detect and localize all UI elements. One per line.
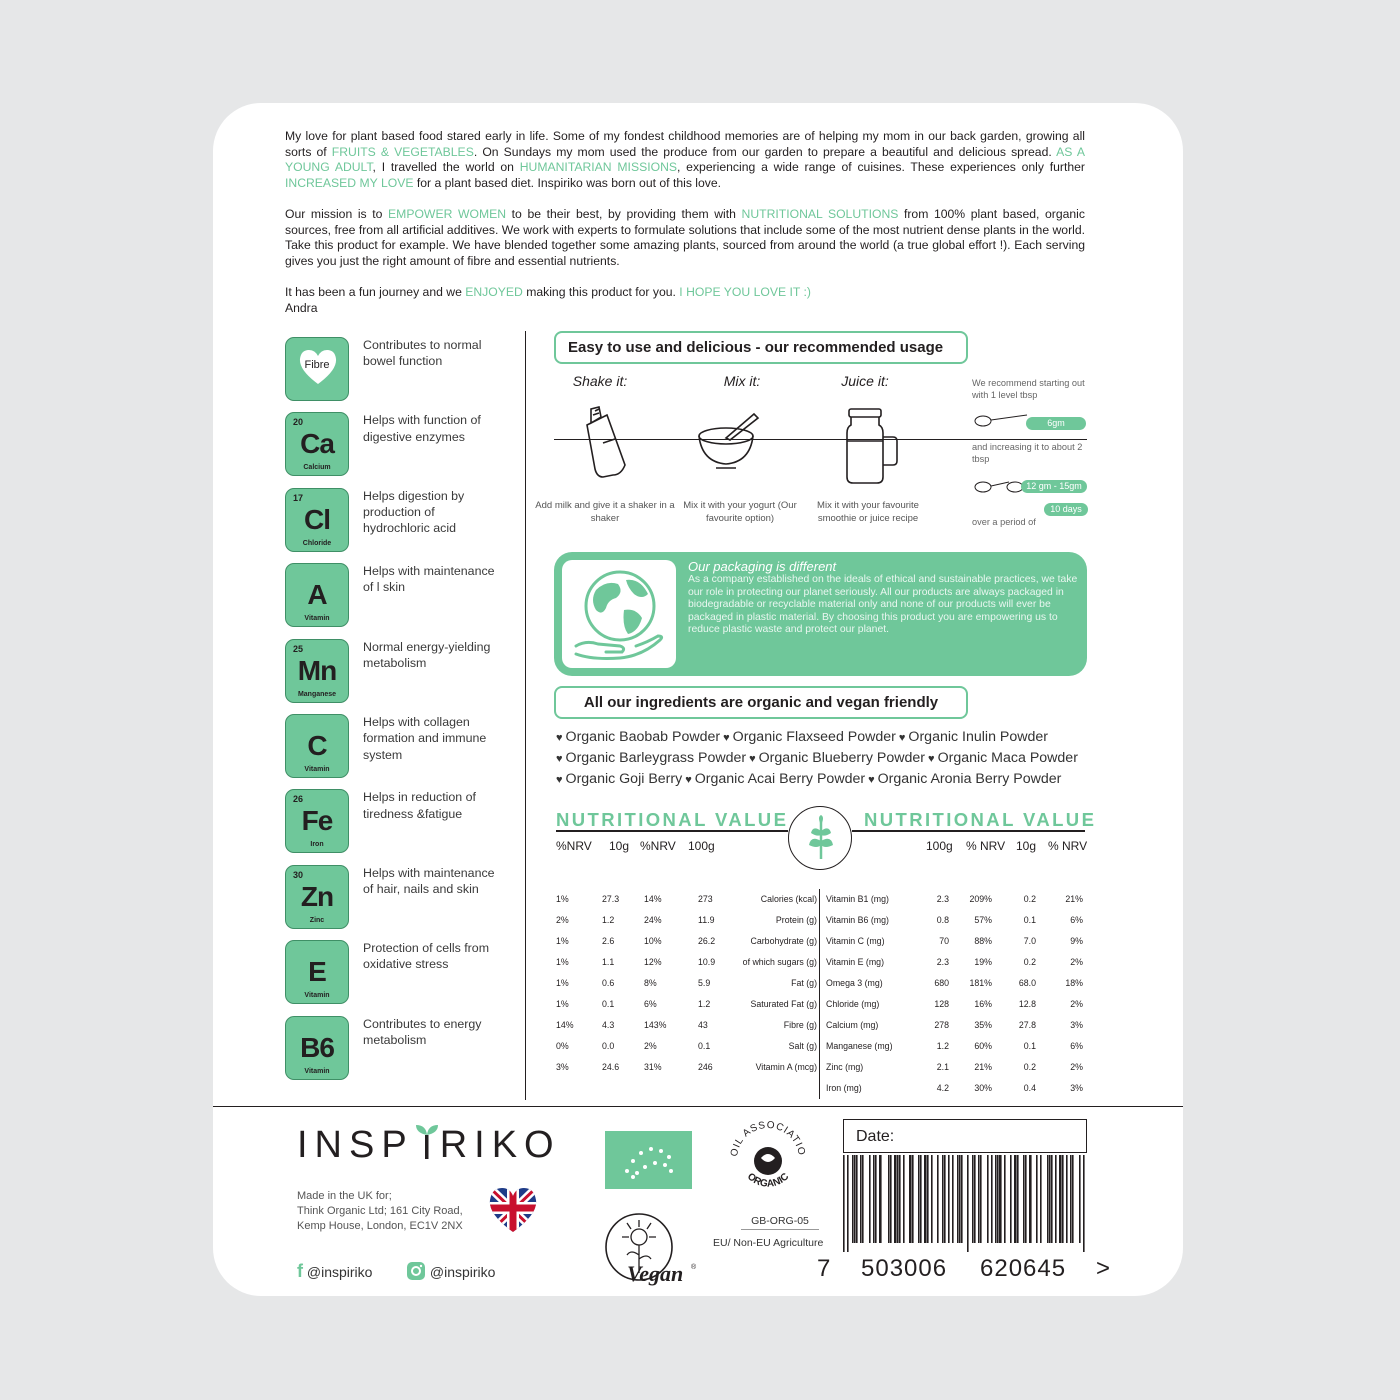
story-text: to be their best, by providing them with xyxy=(506,206,742,221)
nutrition-cell: 209% xyxy=(969,894,992,904)
cert-code: GB-ORG-05 xyxy=(741,1215,819,1230)
nutrient-name: Saturated Fat (g) xyxy=(750,999,817,1009)
mix-caption: Mix it with your yogurt (Our favourite option) xyxy=(683,500,797,524)
nutrition-cell: 10% xyxy=(644,936,662,946)
mix-title: Mix it: xyxy=(723,373,761,389)
nutrition-cell: 1.2 xyxy=(936,1041,949,1051)
ingredient-item: Organic Flaxseed Powder xyxy=(732,729,896,745)
element-symbol: Cl xyxy=(304,503,330,535)
atomic-number: 17 xyxy=(293,492,304,503)
nutrition-cell: 12.8 xyxy=(1018,999,1036,1009)
nutrient-name: Calories (kcal) xyxy=(760,894,817,904)
tablespoon-icon xyxy=(973,411,1029,429)
element-symbol: Ca xyxy=(300,428,334,460)
address-line: Made in the UK for; xyxy=(297,1190,392,1202)
story-text: Our mission is to xyxy=(285,206,389,221)
nutrition-cell: 70 xyxy=(939,936,949,946)
ingredient-line xyxy=(556,748,1096,770)
ingredient-item: Organic Maca Powder xyxy=(937,750,1078,766)
vegan-logo xyxy=(605,1209,709,1295)
highlight: FRUITS & VEGETABLES xyxy=(331,144,474,159)
nutrition-cell: 0% xyxy=(556,1041,569,1051)
story-text: It has been a fun journey and we xyxy=(285,284,466,299)
element-name: Vitamin xyxy=(304,992,330,1000)
nutrition-column-header: 10g xyxy=(1016,839,1037,853)
barcode-left-digits: 503006 xyxy=(861,1255,948,1282)
nutrition-cell: 1% xyxy=(556,999,569,1009)
nutrition-cell: 246 xyxy=(698,1062,713,1072)
nutrition-cell: 9% xyxy=(1070,936,1083,946)
benefit-item xyxy=(285,337,525,402)
nutrition-cell: 2% xyxy=(1070,999,1083,1009)
highlight: AS A YOUNG ADULT xyxy=(285,144,1085,175)
nutrition-row xyxy=(213,1057,1093,1078)
nutrition-rule-right xyxy=(852,830,1085,832)
story-closing xyxy=(285,285,811,299)
ingredient-item: Organic Barleygrass Powder xyxy=(565,750,747,766)
heart-bullet-icon: ♥ xyxy=(868,774,875,786)
nutrient-name: Calcium (mg) xyxy=(826,1020,879,1030)
packaging-panel xyxy=(554,552,1087,676)
nutrition-cell: 1% xyxy=(556,978,569,988)
soil-association-text: OIL ASSOCIATIO xyxy=(728,1119,807,1158)
nutrition-cell: 0.8 xyxy=(936,915,949,925)
story-text: from 100% plant based, organic sources, free from all artificial additives. We work with experts to formulate solutions that include some of the most nutrient dense plants in the world. Take this product for example. We have blended together some amazing plants, sourced from around the world (a true global effort !). Each serving gives you just the right amount of fibre and essential nutrients. xyxy=(285,206,1085,268)
ingredient-item: Organic Aronia Berry Powder xyxy=(877,771,1062,787)
nutrition-cell: 0.0 xyxy=(602,1041,615,1051)
nutrition-cell: 1.2 xyxy=(602,915,615,925)
nutrition-cell: 57% xyxy=(974,915,992,925)
highlight: EMPOWER WOMEN xyxy=(388,206,507,221)
fibre-badge xyxy=(285,337,349,401)
element-name: Vitamin xyxy=(304,1067,330,1075)
nutrition-cell: 88% xyxy=(974,936,992,946)
nutrition-cell: 181% xyxy=(969,978,992,988)
nutrient-name: Vitamin B1 (mg) xyxy=(826,894,889,904)
address-line: Think Organic Ltd; 161 City Road, xyxy=(297,1205,463,1217)
element-badge xyxy=(285,488,349,552)
element-badge xyxy=(285,412,349,476)
nutrition-cell: 3% xyxy=(1070,1083,1083,1093)
uk-flag-heart-icon xyxy=(488,1186,538,1234)
nutrition-cell: 128 xyxy=(934,999,949,1009)
heart-bullet-icon: ♥ xyxy=(928,753,935,765)
nutrition-cell: 21% xyxy=(1065,894,1083,904)
nutrition-column-divider xyxy=(819,889,820,1099)
shaker-icon xyxy=(573,403,633,481)
nutrition-cell: 2.3 xyxy=(936,894,949,904)
address xyxy=(297,1189,463,1234)
benefit-text: Helps with collagen formation and immune system xyxy=(363,715,487,762)
highlight: ENJOYED xyxy=(465,284,523,299)
barcode xyxy=(841,1155,1089,1252)
jar-icon xyxy=(843,405,899,485)
ingredients-title: All our ingredients are organic and vegan friendly xyxy=(554,686,968,719)
nutrition-cell: 2% xyxy=(644,1041,657,1051)
heart-bullet-icon: ♥ xyxy=(685,774,692,786)
nutrition-cell: 143% xyxy=(644,1020,667,1030)
element-name: Calcium xyxy=(303,464,331,472)
nutrition-cell: 14% xyxy=(644,894,662,904)
juice-caption: Mix it with your favourite smoothie or juice recipe xyxy=(817,500,919,524)
nutrition-cell: 2% xyxy=(1070,957,1083,967)
heart-bullet-icon: ♥ xyxy=(723,732,730,744)
shake-caption: Add milk and give it a shaker in a shaker xyxy=(535,500,675,524)
nutrition-cell: 0.4 xyxy=(1023,1083,1036,1093)
nutrition-cell: 18% xyxy=(1065,978,1083,988)
nutrition-column-header: 10g xyxy=(609,839,630,853)
nutrition-column-header: % NRV xyxy=(966,839,1006,853)
nutrition-cell: 12% xyxy=(644,957,662,967)
nutrition-cell: 19% xyxy=(974,957,992,967)
nutrition-cell: 26.2 xyxy=(698,936,716,946)
usage-title: Easy to use and delicious - our recommended usage xyxy=(554,331,968,364)
benefit-text: Helps digestion by production of hydrochloric acid xyxy=(363,488,465,536)
nutrition-cell: 24% xyxy=(644,915,662,925)
element-symbol: Zn xyxy=(300,880,334,912)
highlight: I HOPE YOU LOVE IT :) xyxy=(679,284,811,299)
heart-bullet-icon: ♥ xyxy=(898,732,906,744)
bowl-icon xyxy=(696,408,762,472)
nutrition-title-right: NUTRITIONAL VALUE xyxy=(864,809,1097,830)
story-text: My love for plant based food stared early in life. Some of my fondest childhood memories are of helping my mom in our back garden, growing all sorts of xyxy=(285,129,1085,159)
nutrition-cell: 5.9 xyxy=(698,978,711,988)
nutrition-row xyxy=(213,1036,1093,1057)
nutrition-cell: 60% xyxy=(974,1041,992,1051)
nutrition-cell: 68.0 xyxy=(1018,978,1036,988)
usage-divider xyxy=(554,439,1087,440)
nutrition-cell: 0.2 xyxy=(1023,1062,1036,1072)
benefit-item xyxy=(285,714,525,779)
ingredient-item: Organic Blueberry Powder xyxy=(758,750,926,766)
nutrition-column-header: 100g xyxy=(926,839,953,853)
recommend-start: We recommend starting out with 1 level tbsp xyxy=(972,378,1085,401)
nutrient-name: Vitamin C (mg) xyxy=(826,936,885,946)
nutrition-cell: 6% xyxy=(644,999,657,1009)
nutrition-row xyxy=(213,889,1093,910)
nutrient-name: Salt (g) xyxy=(788,1041,817,1051)
benefit-text: Contributes to normal bowel function xyxy=(363,338,482,369)
nutrition-cell: 31% xyxy=(644,1062,662,1072)
nutrition-cell: 0.6 xyxy=(602,978,615,988)
founder-story xyxy=(285,129,1085,316)
vegan-text: Vegan xyxy=(627,1261,684,1286)
benefit-text: Helps with maintenance of l skin xyxy=(363,564,495,595)
barcode-arrow: > xyxy=(1096,1255,1112,1282)
nutrient-name: Vitamin A (mcg) xyxy=(755,1062,817,1072)
cert-origin: EU/ Non-EU Agriculture xyxy=(713,1237,824,1249)
instagram-link[interactable] xyxy=(406,1261,495,1281)
nutrient-name: Zinc (mg) xyxy=(826,1062,864,1072)
nutrition-cell: 21% xyxy=(974,1062,992,1072)
start-amount-pill: 6gm xyxy=(1026,417,1086,430)
nutrition-cell: 2.1 xyxy=(936,1062,949,1072)
nutrition-row xyxy=(213,994,1093,1015)
leaf-icon xyxy=(788,806,852,870)
nutrition-row xyxy=(213,973,1093,994)
juice-title: Juice it: xyxy=(841,373,889,389)
element-badge xyxy=(285,789,349,853)
facebook-icon: f xyxy=(297,1261,303,1281)
svg-text:®: ® xyxy=(691,1264,697,1271)
element-name: Vitamin xyxy=(304,766,330,773)
facebook-link[interactable] xyxy=(297,1261,372,1282)
nutrient-name: Chloride (mg) xyxy=(826,999,880,1009)
nutrition-cell: 0.1 xyxy=(1023,1041,1036,1051)
nutrition-column-header: % NRV xyxy=(1048,839,1088,853)
nutrition-cell: 7.0 xyxy=(1023,936,1036,946)
element-badge xyxy=(285,639,349,703)
nutrition-cell: 1% xyxy=(556,936,569,946)
nutrition-cell: 4.3 xyxy=(602,1020,615,1030)
nutrient-name: Carbohydrate (g) xyxy=(750,936,817,946)
footer-divider xyxy=(213,1106,1183,1107)
fibre-label: Fibre xyxy=(304,359,330,371)
nutrition-cell: 0.1 xyxy=(698,1041,711,1051)
heart-bullet-icon: ♥ xyxy=(556,774,563,786)
sprout-i-icon xyxy=(414,1123,440,1159)
nutrition-cell: 43 xyxy=(698,1020,708,1030)
instagram-handle: @inspiriko xyxy=(429,1264,496,1280)
nutrient-name: Omega 3 (mg) xyxy=(826,978,883,988)
story-text: making this product for you. xyxy=(522,284,680,299)
atomic-number: 26 xyxy=(293,794,304,805)
element-name: Chloride xyxy=(302,539,332,547)
nutrition-cell: 11.9 xyxy=(698,915,715,925)
brand-suffix: RIKO xyxy=(439,1124,561,1166)
story-paragraph-1 xyxy=(285,129,1085,191)
benefit-item xyxy=(285,412,525,477)
nutrition-cell: 278 xyxy=(934,1020,949,1030)
highlight: INCREASED MY LOVE xyxy=(285,175,414,190)
benefit-text: Contributes to energy metabolism xyxy=(363,1016,482,1047)
recommend-increase: and increasing it to about 2 tbsp xyxy=(972,442,1083,465)
increase-amount-pill: 12 gm - 15gm xyxy=(1021,480,1087,493)
element-symbol: A xyxy=(307,579,327,611)
story-text: , I travelled the world on xyxy=(372,160,520,175)
nutrient-name: Fibre (g) xyxy=(783,1020,817,1030)
ingredient-item: Organic Baobab Powder xyxy=(565,729,721,745)
story-paragraph-2 xyxy=(285,207,1085,269)
instagram-icon xyxy=(406,1261,426,1281)
highlight: HUMANITARIAN MISSIONS xyxy=(519,160,677,175)
period-label: over a period of xyxy=(972,517,1036,527)
brand-logo xyxy=(297,1123,561,1167)
nutrition-cell: 2% xyxy=(556,915,569,925)
signature: Andra xyxy=(285,300,318,315)
nutrient-name: Manganese (mg) xyxy=(826,1041,893,1051)
facebook-handle: @inspiriko xyxy=(306,1264,373,1280)
nutrition-cell: 0.1 xyxy=(602,999,615,1009)
nutrition-cell: 16% xyxy=(974,999,992,1009)
nutrition-cell: 1.1 xyxy=(602,957,615,967)
ingredient-line xyxy=(556,727,1096,749)
nutrition-cell: 2% xyxy=(1070,1062,1083,1072)
nutrition-cell: 3% xyxy=(1070,1020,1083,1030)
heart-bullet-icon: ♥ xyxy=(749,753,756,765)
brand-prefix: INSP xyxy=(297,1124,414,1166)
benefit-item xyxy=(285,789,525,854)
element-symbol: C xyxy=(307,730,327,761)
benefit-item xyxy=(285,563,525,628)
element-badge xyxy=(285,714,349,778)
heart-bullet-icon: ♥ xyxy=(556,732,563,744)
nutrition-rule-left xyxy=(556,830,788,832)
benefit-text: Helps with function of digestive enzymes xyxy=(363,413,481,444)
nutrition-row xyxy=(213,931,1093,952)
story-paragraph-3 xyxy=(285,285,1085,316)
nutrition-cell: 10.9 xyxy=(698,957,716,967)
element-name: Manganese xyxy=(297,690,337,698)
nutrition-cell: 4.2 xyxy=(936,1083,949,1093)
story-text: for a plant based diet. Inspiriko was born out of this love. xyxy=(413,175,722,190)
highlight: NUTRITIONAL SOLUTIONS xyxy=(741,206,899,221)
barcode-right-digits: 620645 xyxy=(980,1255,1067,1282)
atomic-number: 25 xyxy=(293,643,304,654)
nutrient-name: Vitamin E (mg) xyxy=(826,957,885,967)
nutrient-name: Protein (g) xyxy=(775,915,817,925)
packaging-title: Our packaging is different xyxy=(688,559,837,574)
story-text: , experiencing a wide range of cuisines. These experiences only further xyxy=(677,160,1085,175)
nutrient-name: Vitamin B6 (mg) xyxy=(826,915,889,925)
product-label xyxy=(213,103,1183,1296)
date-label: Date: xyxy=(856,1128,895,1145)
element-name: Iron xyxy=(310,841,324,849)
nutrition-cell: 0.2 xyxy=(1023,894,1036,904)
element-name: Zinc xyxy=(309,916,325,924)
nutrition-cell: 273 xyxy=(698,894,713,904)
nutrition-cell: 2.6 xyxy=(602,936,615,946)
nutrition-cell: 0.1 xyxy=(1023,915,1036,925)
nutrition-row xyxy=(213,1078,1093,1099)
nutrition-cell: 27.3 xyxy=(602,894,620,904)
nutrition-cell: 1% xyxy=(556,957,569,967)
benefit-text: Normal energy-yielding metabolism xyxy=(363,639,491,670)
organic-text: ORGANIC xyxy=(744,1171,792,1190)
nutrition-cell: 24.6 xyxy=(602,1062,620,1072)
shake-title: Shake it: xyxy=(572,373,628,389)
nutrition-cell: 1% xyxy=(556,894,569,904)
ingredient-item: Organic Inulin Powder xyxy=(908,729,1049,745)
heart-bullet-icon: ♥ xyxy=(556,753,563,765)
barcode-first-digit: 7 xyxy=(817,1255,832,1282)
nutrition-cell: 8% xyxy=(644,978,657,988)
address-line: Kemp House, London, EC1V 2NX xyxy=(297,1220,463,1232)
element-badge xyxy=(285,563,349,627)
nutrition-cell: 35% xyxy=(974,1020,992,1030)
ingredient-item: Organic Acai Berry Powder xyxy=(694,771,866,787)
nutrition-cell: 6% xyxy=(1070,1041,1083,1051)
packaging-text: As a company established on the ideals of ethical and sustainable practices, we take our role in protecting our planet seriously. All our products are always packaged in biodegradable or recyclable material only and none of our products will ever be packaged in plastic material. By choosing this product you are empowering us to reduce plastic waste and protect our planet. xyxy=(688,574,1078,636)
atomic-number: 20 xyxy=(293,417,304,428)
eu-organic-logo xyxy=(605,1131,692,1189)
benefit-text: Helps in reduction of tiredness &fatigue xyxy=(363,790,476,821)
nutrient-name: Fat (g) xyxy=(791,978,817,988)
nutrition-column-header: %NRV xyxy=(556,839,592,853)
earth-hand-icon xyxy=(562,560,676,668)
nutrition-column-header: %NRV xyxy=(640,839,676,853)
element-symbol: B6 xyxy=(300,1031,334,1063)
nutrition-row xyxy=(213,1015,1093,1036)
nutrition-row xyxy=(213,910,1093,931)
atomic-number: 30 xyxy=(293,869,304,880)
nutrition-title-left: NUTRITIONAL VALUE xyxy=(556,809,789,830)
soil-association-logo xyxy=(723,1114,813,1204)
nutrient-name: Iron (mg) xyxy=(826,1083,862,1093)
story-text: . On Sundays my mom used the produce from our garden to prepare a beautiful and delicious spread. xyxy=(473,144,1057,159)
nutrition-cell: 14% xyxy=(556,1020,574,1030)
nutrition-cell: 0.2 xyxy=(1023,957,1036,967)
nutrition-cell: 3% xyxy=(556,1062,569,1072)
element-symbol: Mn xyxy=(297,654,337,686)
nutrient-name: of which sugars (g) xyxy=(742,957,817,967)
nutrition-cell: 680 xyxy=(934,978,949,988)
benefit-text: Protection of cells from oxidative stress xyxy=(363,941,490,972)
nutrition-cell: 6% xyxy=(1070,915,1083,925)
benefit-item xyxy=(285,488,525,553)
nutrition-cell: 27.8 xyxy=(1018,1020,1036,1030)
period-pill: 10 days xyxy=(1044,503,1088,516)
nutrition-row xyxy=(213,952,1093,973)
nutrition-cell: 2.3 xyxy=(936,957,949,967)
date-field[interactable] xyxy=(843,1119,1087,1153)
ingredient-line xyxy=(556,769,1096,791)
nutrition-column-header: 100g xyxy=(688,839,715,853)
benefit-item xyxy=(285,639,525,704)
benefit-text: Helps with maintenance of hair, nails and skin xyxy=(363,865,495,897)
element-symbol: E xyxy=(308,956,326,988)
nutrition-cell: 30% xyxy=(974,1083,992,1093)
nutrition-cell: 1.2 xyxy=(698,999,711,1009)
ingredient-item: Organic Goji Berry xyxy=(565,771,683,787)
element-symbol: Fe xyxy=(301,805,333,837)
element-name: Vitamin xyxy=(304,615,330,623)
